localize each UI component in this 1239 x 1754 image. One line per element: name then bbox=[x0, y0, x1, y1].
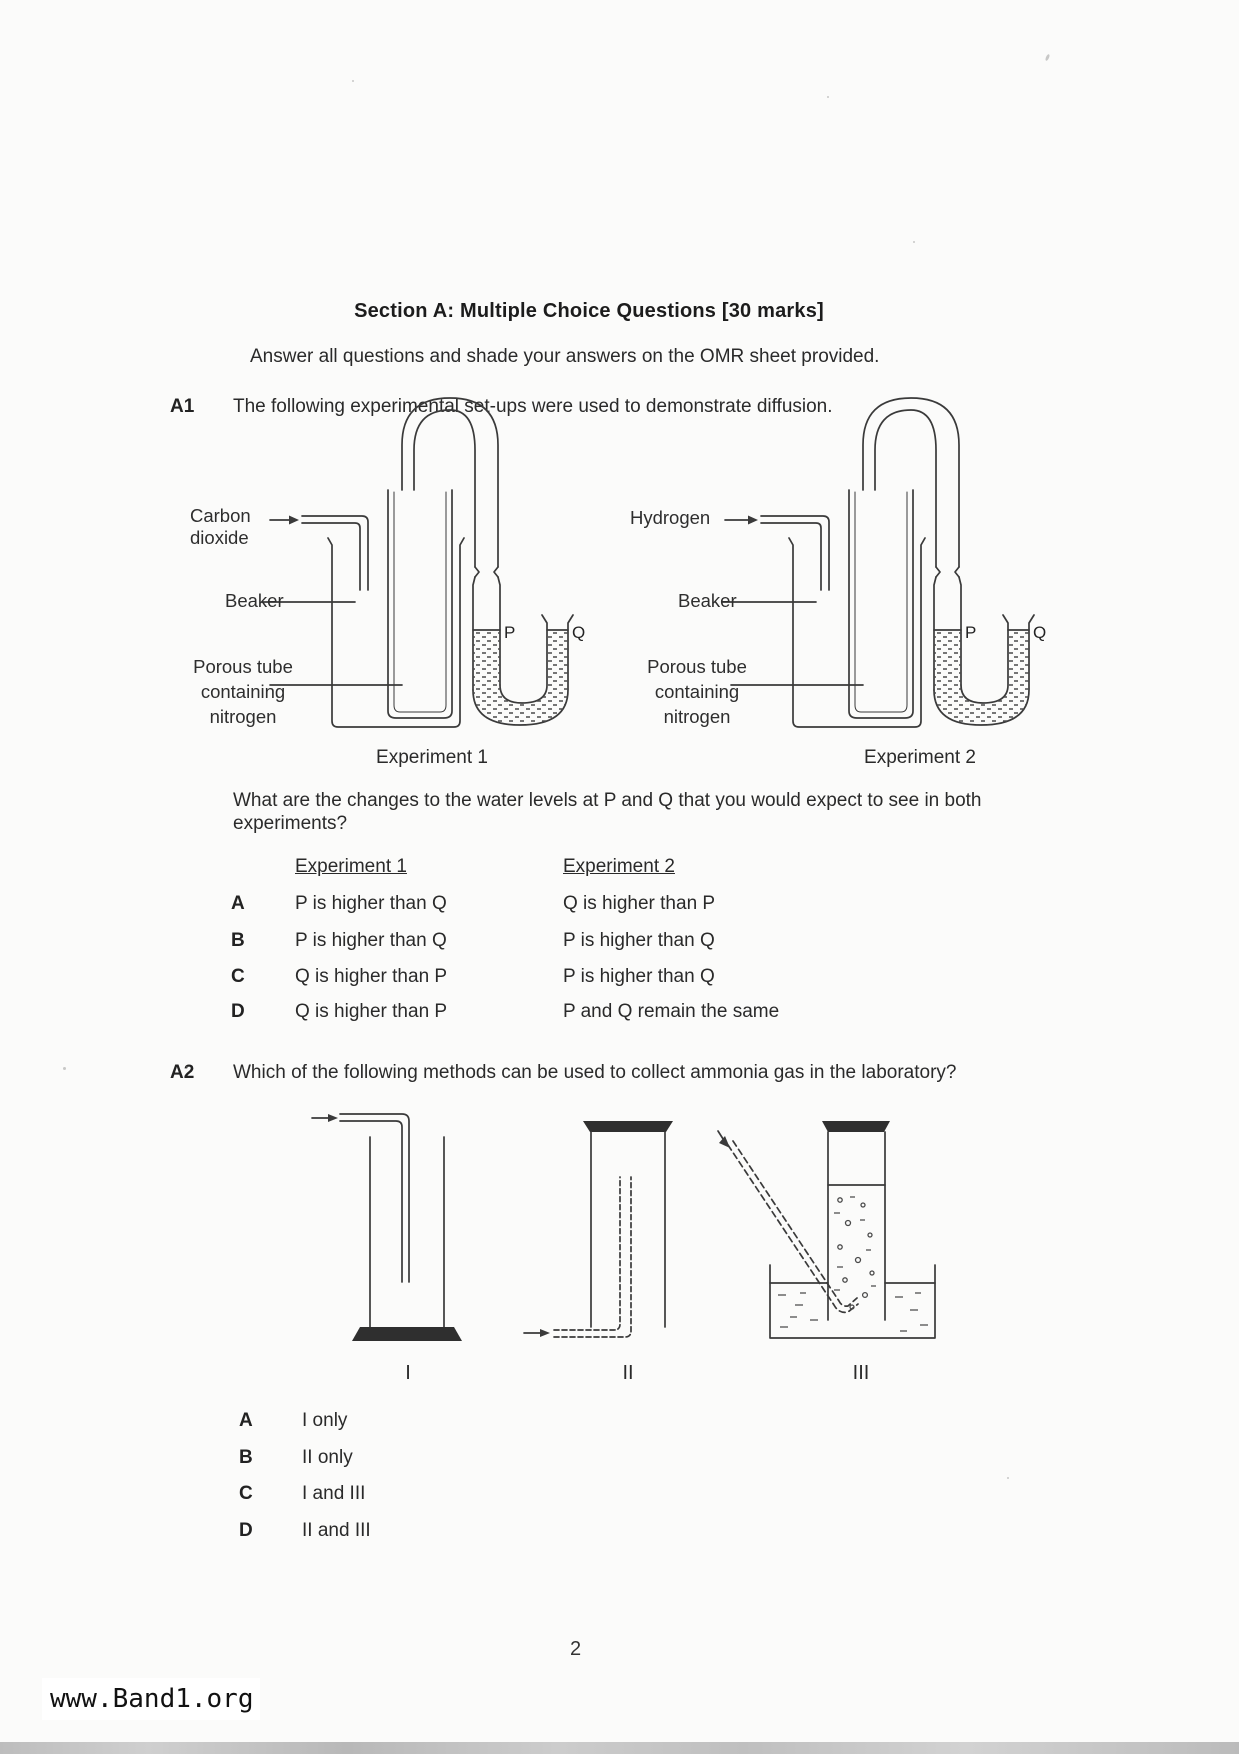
table-row bbox=[0, 930, 1239, 956]
table-row bbox=[0, 1001, 1239, 1027]
option-text: II and III bbox=[302, 1520, 371, 1541]
exp1-cell: Q is higher than P bbox=[295, 966, 448, 987]
water-fill bbox=[934, 630, 1029, 725]
option-letter: D bbox=[239, 1520, 253, 1541]
porous-tube-outline bbox=[388, 490, 452, 718]
option-letter: C bbox=[239, 1483, 253, 1504]
scan-edge-band bbox=[0, 1742, 1239, 1754]
exp1-caption: Experiment 1 bbox=[376, 747, 488, 768]
exp2-cell: P and Q remain the same bbox=[563, 1001, 780, 1022]
option-letter: B bbox=[239, 1447, 253, 1468]
gas-inlet-arrow-icon bbox=[718, 1131, 730, 1148]
section-title: Section A: Multiple Choice Questions [30 marks] bbox=[354, 300, 824, 322]
water-level-p-label: P bbox=[504, 623, 516, 642]
instruction-line: Answer all questions and shade your answers on the OMR sheet provided. bbox=[250, 346, 880, 367]
exp1-gas-label: Carbon dioxide bbox=[190, 505, 251, 548]
option-letter: A bbox=[239, 1410, 253, 1431]
setup-label-2: II bbox=[622, 1362, 634, 1384]
exp1-beaker-label: Beaker bbox=[225, 590, 284, 611]
question-a2-prompt: Which of the following methods can be used to collect ammonia gas in the laboratory? bbox=[233, 1062, 957, 1083]
question-a1-number: A1 bbox=[170, 396, 195, 417]
option-text: I only bbox=[302, 1410, 348, 1431]
option-letter: B bbox=[231, 930, 245, 951]
delivery-tube bbox=[302, 516, 368, 590]
gas-collection-setup-1-diagram bbox=[300, 1105, 470, 1350]
scan-speck bbox=[352, 80, 354, 82]
watermark-text: www.Band1.org bbox=[50, 1684, 254, 1714]
delivery-tube bbox=[554, 1177, 631, 1337]
table-row bbox=[0, 893, 1239, 919]
option-letter: D bbox=[231, 1001, 245, 1022]
exp1-cell: P is higher than Q bbox=[295, 930, 447, 951]
experiment-2-diagram bbox=[711, 395, 1056, 740]
scan-speck bbox=[63, 1067, 66, 1070]
gas-collection-setup-3-diagram bbox=[700, 1105, 945, 1350]
exp1-porous-tube-label: Porous tube containing nitrogen bbox=[193, 656, 293, 727]
exp1-cell: P is higher than Q bbox=[295, 893, 447, 914]
water-level-q-label: Q bbox=[1033, 623, 1047, 642]
water-level-q-label: Q bbox=[572, 623, 586, 642]
setup-label-3: III bbox=[852, 1362, 870, 1384]
option-text: II only bbox=[302, 1447, 353, 1468]
water-fill bbox=[473, 630, 568, 725]
exp2-gas-label: Hydrogen bbox=[630, 507, 711, 528]
delivery-tube bbox=[761, 516, 829, 590]
porous-tube-inner-wall bbox=[855, 492, 907, 712]
option-text: I and III bbox=[302, 1483, 366, 1504]
connecting-arc-tube bbox=[402, 398, 498, 577]
gas-inlet-arrow-icon bbox=[312, 1114, 338, 1122]
experiment-1-diagram bbox=[250, 395, 595, 740]
question-a1-prompt: The following experimental set-ups were used to demonstrate diffusion. bbox=[233, 396, 833, 417]
question-a1-text: What are the changes to the water levels at P and Q that you would expect to see in both experiments? bbox=[233, 790, 982, 834]
setup-label-1: I bbox=[405, 1362, 411, 1384]
exp2-caption: Experiment 2 bbox=[864, 747, 976, 768]
beaker-outline bbox=[328, 538, 464, 727]
exp2-cell: P is higher than Q bbox=[563, 930, 715, 951]
gas-inlet-arrow-icon bbox=[270, 516, 299, 525]
exp2-beaker-label: Beaker bbox=[678, 590, 737, 611]
exp1-cell: Q is higher than P bbox=[295, 1001, 448, 1022]
scan-speck bbox=[913, 241, 915, 243]
beaker-outline bbox=[789, 538, 925, 727]
option-row bbox=[0, 1410, 1239, 1436]
scan-speck bbox=[186, 1066, 188, 1068]
table-header-experiment-2: Experiment 2 bbox=[563, 856, 675, 877]
option-row bbox=[0, 1483, 1239, 1509]
option-letter: A bbox=[231, 893, 245, 914]
jar-base bbox=[352, 1327, 462, 1341]
gas-inlet-arrow-icon bbox=[725, 516, 758, 525]
option-letter: C bbox=[231, 966, 245, 987]
question-a2-number: A2 bbox=[170, 1062, 195, 1083]
option-row bbox=[0, 1447, 1239, 1473]
table-header-experiment-1: Experiment 1 bbox=[295, 856, 407, 877]
jar-base bbox=[822, 1121, 890, 1132]
page-number: 2 bbox=[570, 1638, 582, 1660]
delivery-tube bbox=[728, 1141, 858, 1312]
porous-tube-inner-wall bbox=[394, 492, 446, 712]
scan-speck bbox=[827, 96, 829, 98]
porous-tube-outline bbox=[849, 490, 913, 718]
gas-collection-setup-2-diagram bbox=[510, 1105, 680, 1350]
table-row bbox=[0, 966, 1239, 992]
water-level-p-label: P bbox=[965, 623, 977, 642]
gas-inlet-arrow-icon bbox=[524, 1329, 550, 1337]
exp2-cell: Q is higher than P bbox=[563, 893, 716, 914]
exp2-cell: P is higher than Q bbox=[563, 966, 715, 987]
scan-speck bbox=[1007, 1477, 1009, 1479]
scan-speck bbox=[1045, 54, 1051, 62]
connecting-arc-tube bbox=[863, 398, 959, 577]
delivery-tube bbox=[340, 1114, 409, 1282]
exp2-porous-tube-label: Porous tube containing nitrogen bbox=[647, 656, 747, 727]
water-texture bbox=[778, 1197, 928, 1331]
jar-base bbox=[583, 1121, 673, 1132]
option-row bbox=[0, 1520, 1239, 1546]
